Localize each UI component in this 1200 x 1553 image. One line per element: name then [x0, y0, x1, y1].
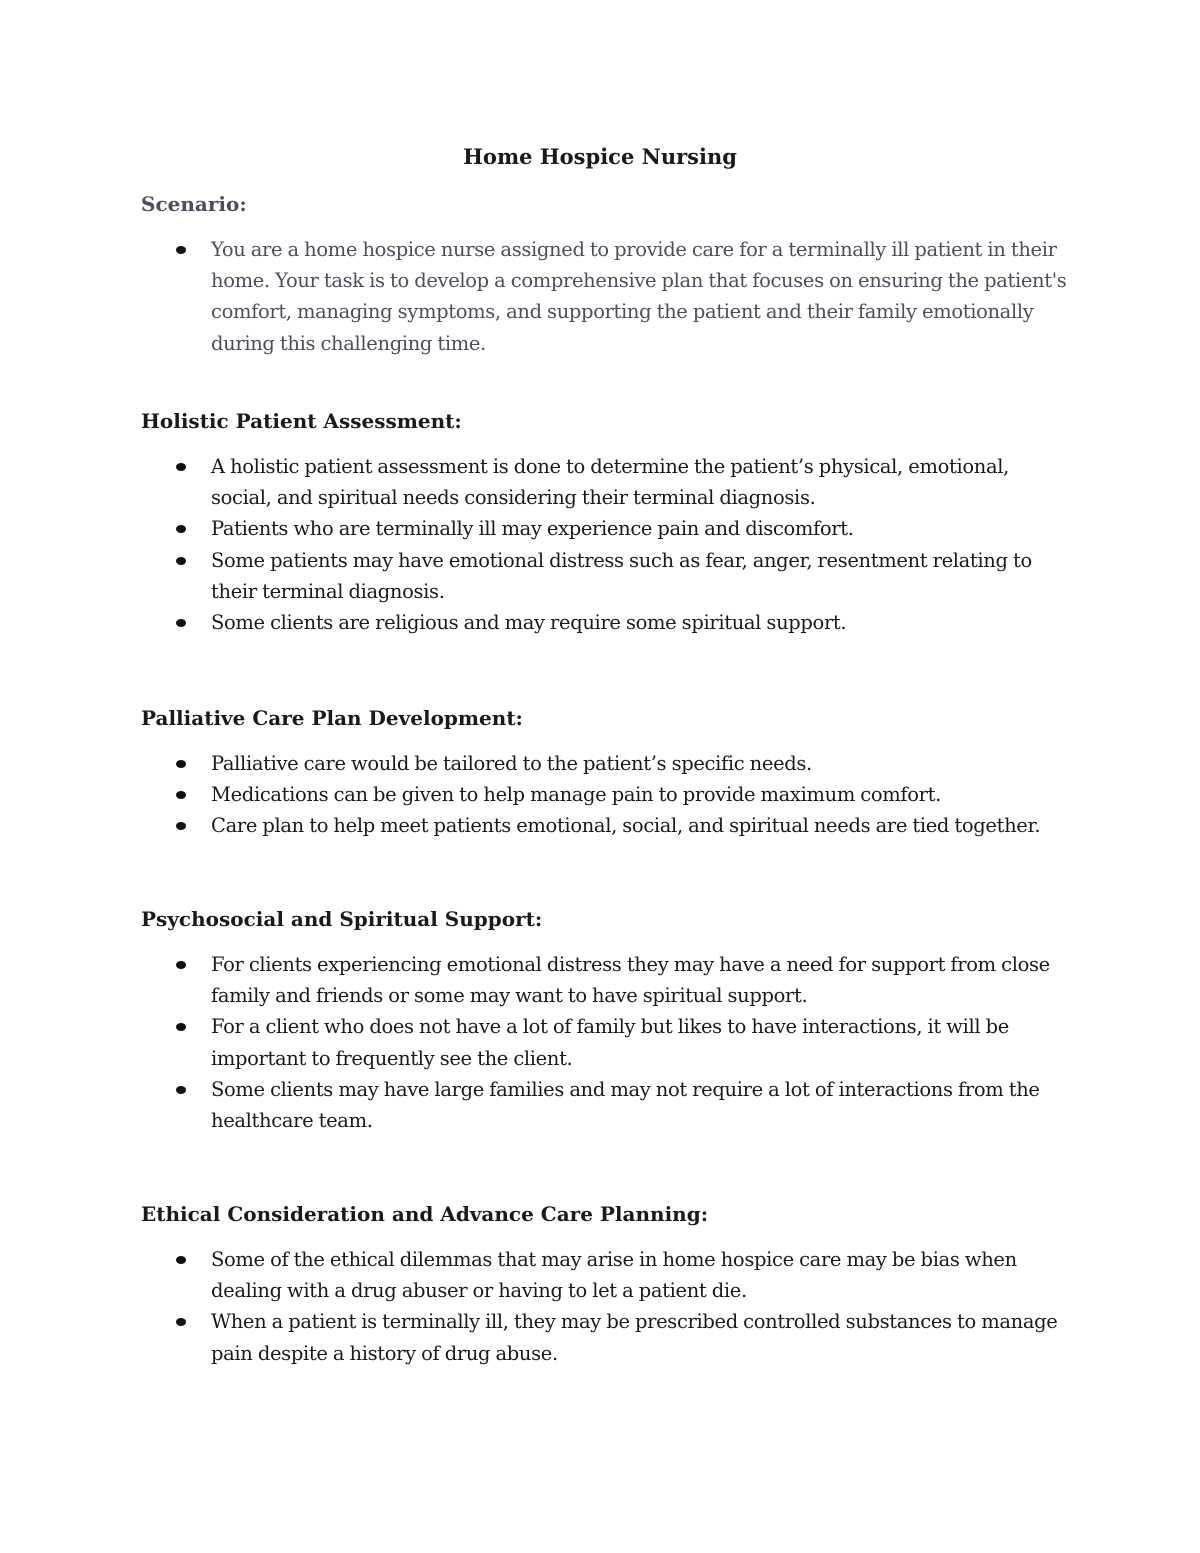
list-item: Some clients are religious and may require some spiritual support. — [141, 607, 1071, 638]
list-item: Some of the ethical dilemmas that may arise in home hospice care may be bias when dealing with a drug abuser or having to let a patient die. — [141, 1244, 1071, 1306]
section-heading: Palliative Care Plan Development: — [141, 706, 523, 730]
section-heading: Holistic Patient Assessment: — [141, 409, 462, 433]
section-palliative-care — [141, 703, 1071, 842]
section-heading: Ethical Consideration and Advance Care Planning: — [141, 1202, 709, 1226]
bullet-list — [141, 1244, 1071, 1369]
section-psychosocial-support — [141, 904, 1071, 1136]
section-heading: Psychosocial and Spiritual Support: — [141, 907, 543, 931]
list-item: Patients who are terminally ill may experience pain and discomfort. — [141, 513, 1071, 544]
section-holistic-assessment — [141, 406, 1071, 638]
bullet-list — [141, 451, 1071, 638]
list-item: Some clients may have large families and may not require a lot of interactions from the healthcare team. — [141, 1074, 1071, 1136]
bullet-list — [141, 949, 1071, 1136]
bullet-list — [141, 748, 1071, 842]
list-item: Some patients may have emotional distress such as fear, anger, resentment relating to their terminal diagnosis. — [141, 545, 1071, 607]
list-item: When a patient is terminally ill, they may be prescribed controlled substances to manage pain despite a history of drug abuse. — [141, 1306, 1071, 1368]
list-item: For a client who does not have a lot of family but likes to have interactions, it will be important to frequently see the client. — [141, 1011, 1071, 1073]
bullet-list — [141, 234, 1071, 359]
section-scenario — [141, 189, 1071, 359]
section-heading: Scenario: — [141, 192, 247, 216]
list-item: For clients experiencing emotional distress they may have a need for support from close family and friends or some may want to have spiritual support. — [141, 949, 1071, 1011]
document-title: Home Hospice Nursing — [463, 144, 737, 169]
list-item: Palliative care would be tailored to the patient’s specific needs. — [141, 748, 1071, 779]
list-item: You are a home hospice nurse assigned to provide care for a terminally ill patient in their home. Your task is to develop a comprehensive plan that focuses on ensuring the patient's comfort, managing symptoms, and supporting the patient and their family emotionally during this challenging time. — [141, 234, 1071, 359]
list-item: Care plan to help meet patients emotional, social, and spiritual needs are tied together. — [141, 810, 1071, 841]
section-ethical-consideration — [141, 1199, 1071, 1369]
list-item: A holistic patient assessment is done to determine the patient’s physical, emotional, social, and spiritual needs considering their terminal diagnosis. — [141, 451, 1071, 513]
list-item: Medications can be given to help manage pain to provide maximum comfort. — [141, 779, 1071, 810]
